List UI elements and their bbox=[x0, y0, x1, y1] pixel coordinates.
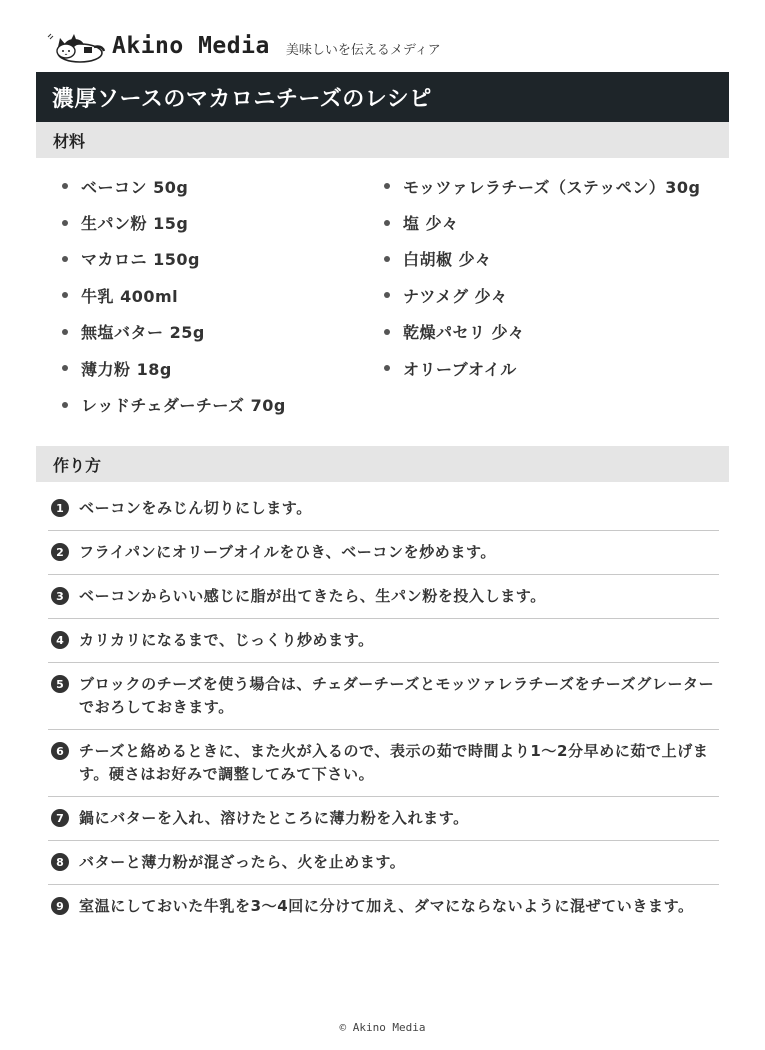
step-item bbox=[48, 531, 719, 575]
recipe-title: 濃厚ソースのマカロニチーズのレシピ bbox=[52, 86, 432, 112]
step-number: 2 bbox=[51, 543, 69, 561]
step-text: チーズと絡めるときに、また火が入るので、表示の茹で時間より1〜2分早めに茹で上げます。硬さはお好みで調整してみて下さい。 bbox=[79, 742, 709, 783]
ingredient-item: オリーブオイル bbox=[384, 350, 700, 386]
step-item bbox=[48, 663, 719, 730]
method-steps bbox=[48, 487, 719, 928]
step-text: ブロックのチーズを使う場合は、チェダーチーズとモッツァレラチーズをチーズグレーターでおろしておきます。 bbox=[79, 675, 715, 716]
step-item bbox=[48, 730, 719, 797]
step-item bbox=[48, 487, 719, 531]
step-item bbox=[48, 797, 719, 841]
brand-name[interactable]: Akino Media bbox=[112, 33, 270, 59]
ingredient-item: レッドチェダーチーズ 70g bbox=[62, 386, 286, 422]
brand-tagline: 美味しいを伝えるメディア bbox=[285, 42, 441, 58]
step-number: 1 bbox=[51, 499, 69, 517]
step-number: 9 bbox=[51, 897, 69, 915]
ingredient-item: ベーコン 50g bbox=[62, 168, 286, 204]
step-number: 6 bbox=[51, 742, 69, 760]
ingredients-heading-bar bbox=[36, 122, 729, 158]
ingredient-item: 牛乳 400ml bbox=[62, 277, 286, 313]
ingredients-list-left bbox=[62, 168, 286, 423]
step-number: 8 bbox=[51, 853, 69, 871]
ingredient-item: ナツメグ 少々 bbox=[384, 277, 700, 313]
site-header bbox=[44, 26, 441, 66]
method-heading-bar bbox=[36, 446, 729, 482]
step-text: 鍋にバターを入れ、溶けたところに薄力粉を入れます。 bbox=[79, 809, 469, 827]
cat-logo-icon bbox=[44, 29, 106, 63]
copyright-footer: © Akino Media bbox=[339, 1021, 426, 1034]
step-text: ベーコンをみじん切りにします。 bbox=[79, 499, 312, 517]
ingredient-item: 塩 少々 bbox=[384, 204, 700, 240]
recipe-title-bar bbox=[36, 72, 729, 122]
step-text: フライパンにオリーブオイルをひき、ベーコンを炒めます。 bbox=[79, 543, 497, 561]
ingredient-item: 生パン粉 15g bbox=[62, 204, 286, 240]
ingredient-item: マカロニ 150g bbox=[62, 241, 286, 277]
ingredients-list-right bbox=[384, 168, 700, 386]
ingredient-item: 無塩バター 25g bbox=[62, 314, 286, 350]
ingredient-item: モッツァレラチーズ（ステッペン）30g bbox=[384, 168, 700, 204]
step-text: バターと薄力粉が混ざったら、火を止めます。 bbox=[79, 853, 406, 871]
step-item bbox=[48, 575, 719, 619]
ingredient-item: 薄力粉 18g bbox=[62, 350, 286, 386]
step-item bbox=[48, 619, 719, 663]
step-text: ベーコンからいい感じに脂が出てきたら、生パン粉を投入します。 bbox=[79, 587, 546, 605]
step-number: 3 bbox=[51, 587, 69, 605]
step-item bbox=[48, 841, 719, 885]
ingredient-item: 乾燥パセリ 少々 bbox=[384, 314, 700, 350]
ingredient-item: 白胡椒 少々 bbox=[384, 241, 700, 277]
step-number: 7 bbox=[51, 809, 69, 827]
step-text: カリカリになるまで、じっくり炒めます。 bbox=[79, 631, 374, 649]
method-heading: 作り方 bbox=[53, 455, 102, 475]
step-text: 室温にしておいた牛乳を3〜4回に分けて加え、ダマにならないように混ぜていきます。 bbox=[79, 897, 694, 915]
ingredients-heading: 材料 bbox=[53, 131, 86, 151]
step-number: 4 bbox=[51, 631, 69, 649]
step-item bbox=[48, 885, 719, 928]
step-number: 5 bbox=[51, 675, 69, 693]
